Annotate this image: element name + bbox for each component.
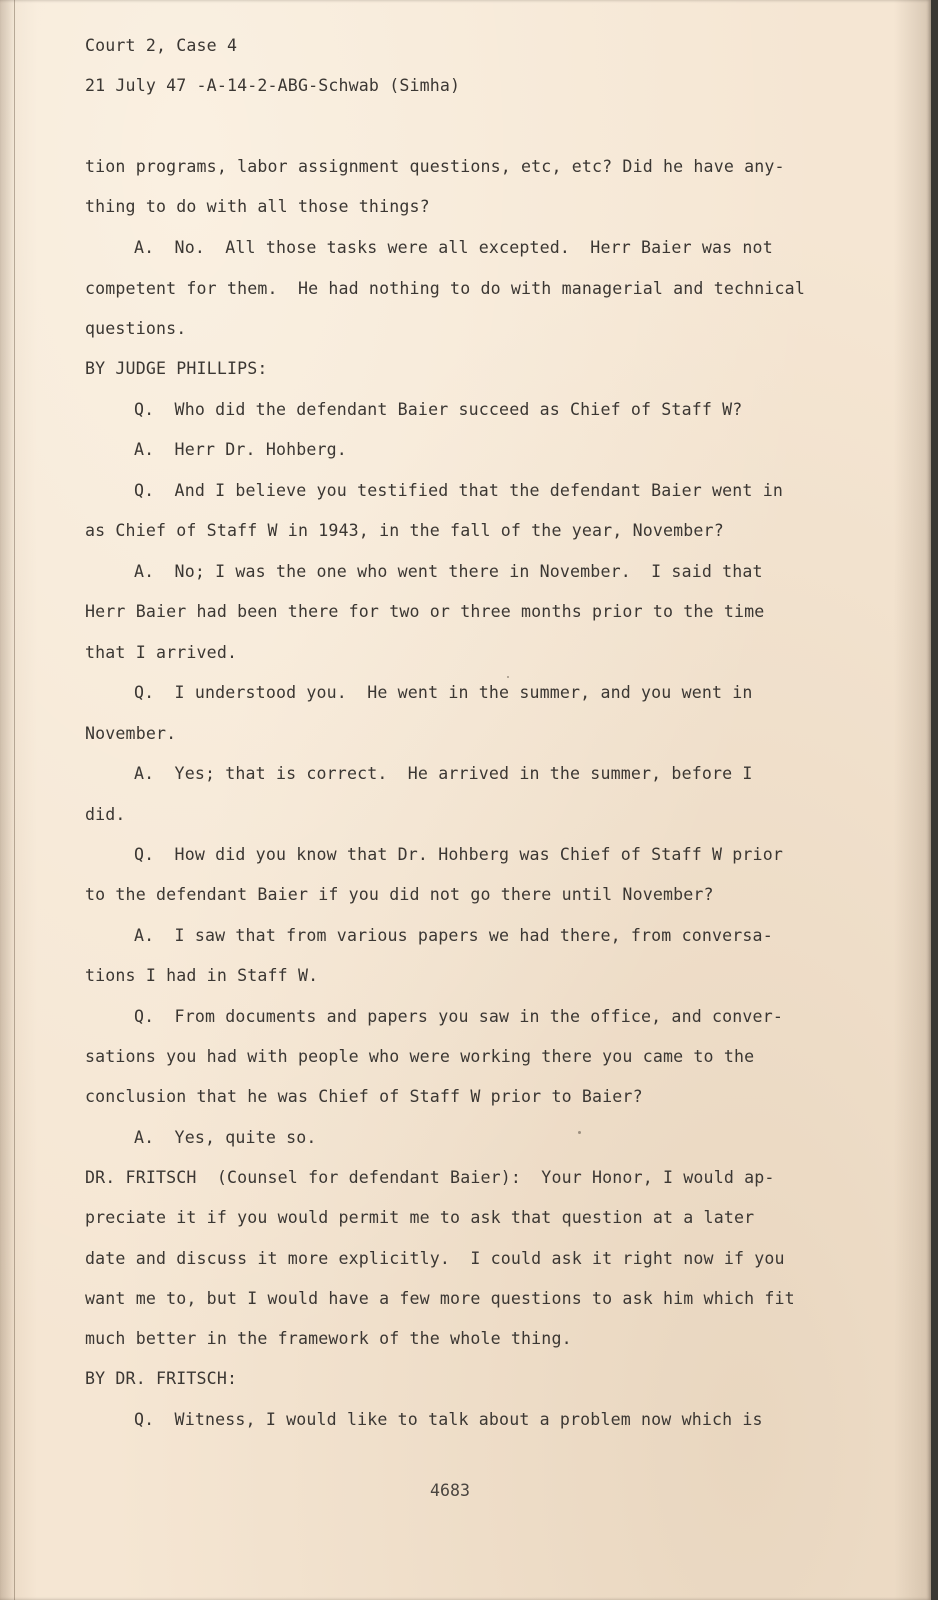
- text-line: conclusion that he was Chief of Staff W prior to Baier?: [85, 1087, 643, 1106]
- answer-line: A. Yes, quite so.: [134, 1128, 317, 1147]
- text-line: tions I had in Staff W.: [85, 966, 319, 985]
- text-line: date and discuss it more explicitly. I could ask it right now if you: [85, 1249, 785, 1268]
- torn-left-edge: [0, 0, 15, 1600]
- answer-line: A. Yes; that is correct. He arrived in the summer, before I: [134, 764, 753, 783]
- text-line: preciate it if you would permit me to ask that question at a later: [85, 1208, 755, 1227]
- text-line: as Chief of Staff W in 1943, in the fall of the year, November?: [85, 521, 724, 540]
- paper-speck: [507, 676, 509, 678]
- speaker-heading: BY DR. FRITSCH:: [85, 1369, 238, 1388]
- answer-line: A. No; I was the one who went there in November. I said that: [134, 562, 763, 581]
- question-line: Q. Who did the defendant Baier succeed as Chief of Staff W?: [134, 400, 743, 419]
- question-line: Q. And I believe you testified that the defendant Baier went in: [134, 481, 783, 500]
- answer-line: A. I saw that from various papers we had there, from conversa-: [134, 926, 773, 945]
- text-line: Herr Baier had been there for two or three months prior to the time: [85, 602, 765, 621]
- text-line: much better in the framework of the whole thing.: [85, 1329, 572, 1348]
- text-line: questions.: [85, 319, 187, 338]
- text-line: competent for them. He had nothing to do with managerial and technical: [85, 279, 805, 298]
- speaker-heading: BY JUDGE PHILLIPS:: [85, 359, 268, 378]
- header-reference: 21 July 47 -A-14-2-ABG-Schwab (Simha): [85, 76, 461, 95]
- question-line: Q. From documents and papers you saw in the office, and conver-: [134, 1007, 783, 1026]
- text-line: did.: [85, 805, 126, 824]
- paper-speck: [578, 1131, 581, 1134]
- text-line: to the defendant Baier if you did not go there until November?: [85, 885, 714, 904]
- question-line: Q. Witness, I would like to talk about a problem now which is: [134, 1410, 763, 1429]
- answer-line: A. No. All those tasks were all excepted. Herr Baier was not: [134, 238, 773, 257]
- question-line: Q. How did you know that Dr. Hohberg was Chief of Staff W prior: [134, 845, 783, 864]
- text-line: that I arrived.: [85, 643, 238, 662]
- header-court: Court 2, Case 4: [85, 36, 238, 55]
- text-line: want me to, but I would have a few more questions to ask him which fit: [85, 1289, 795, 1308]
- text-line: sations you had with people who were working there you came to the: [85, 1047, 755, 1066]
- question-line: Q. I understood you. He went in the summer, and you went in: [134, 683, 753, 702]
- page-number: 4683: [430, 1481, 470, 1500]
- text-line: November.: [85, 724, 177, 743]
- speaker-statement: DR. FRITSCH (Counsel for defendant Baier): Your Honor, I would ap-: [85, 1168, 775, 1187]
- text-line: thing to do with all those things?: [85, 197, 430, 216]
- text-line: tion programs, labor assignment questions, etc, etc? Did he have any-: [85, 157, 785, 176]
- answer-line: A. Herr Dr. Hohberg.: [134, 440, 347, 459]
